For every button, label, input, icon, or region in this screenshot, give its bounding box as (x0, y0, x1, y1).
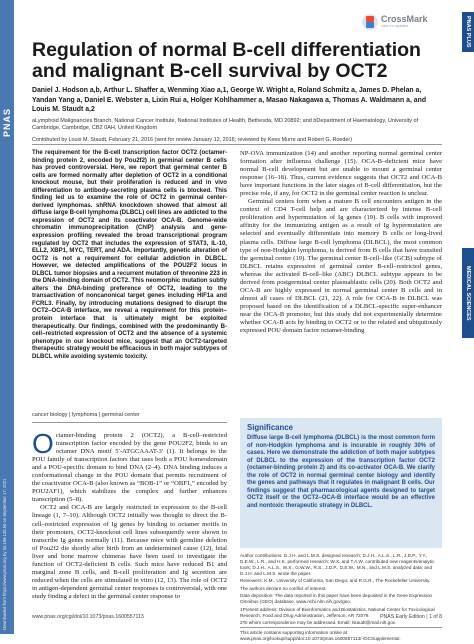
right-paragraph-2: Germinal centers form when a mature B cell encounters antigen in the context of CD4 T-cell help and are characterized by intense B-cell proliferation and hypermutation of Ig genes (19). B cells with improved affinity for the immunizing antigen as a result of Ig hypermutation are selected and eventually differentiate into memory B cells or long-lived plasma cells. Diffuse large B-cell lymphoma (DLBCL), the most common type of non-Hodgkin lymphoma, is derived from B cells that have transited the germinal center (19). The germinal center B-cell–like (GCB) subtype of DLBCL retains expression of germinal center B-cell–restricted genes, whereas the activated B-cell–like (ABC) DLBCL subtype appears to be derived from postgerminal center plasmablastic cells (20). Both OCT2 and OCA-B are highly expressed in normal germinal center B cells and in almost all cases of DLBCL (21, 22). A role for OCA-B in DLBCL was proposed based on the identification of a DLBCL-specific super-enhancer near the OCA-B promoter, but this study did not experimentally determine whether OCA-B acts by binding to OCT2 or to the related and ubiquitously expressed POU domain factor octamer-binding (240, 198, 442, 335)
body-right-column (240, 150, 442, 335)
crossmark-badge[interactable] (362, 10, 442, 34)
author-list: Daniel J. Hodson a,b, Arthur L. Shaffer a, Wenming Xiao a,1, George W. Wright a, Roland Schmitz a, James D. Phelan a, Yandan Yang a, Daniel E. Webster a, Lixin Rui a, Holger Kohlhammer a, Masao Nakagawa a, Thomas A. Waldmann a, and Louis M. Staudt a,2 (32, 87, 427, 114)
significance-box (240, 418, 442, 548)
pnas-side-logo: PNAS (2, 107, 12, 137)
intro-paragraph-1 (32, 428, 227, 504)
conflict-note: The authors declare no conflict of interest. (240, 585, 327, 591)
significance-text: Diffuse large B-cell lymphoma (DLBCL) is the most common form of non-Hodgkin lymphoma and is incurable in roughly 30% of cases. Here we demonstrate the addiction of both major subtypes of DLBCL to the expression of the transcription factor OCT2 (octamer-binding protein 2) and its co-activator OCA-B. We clarify the role of OCT2 in normal germinal center biology and identify the genes and pathways that it regulates in malignant B cells. Our findings suggest that pharmacological agents designed to target OCT2 itself or the OCT2–OCA-B interface would be an effective and nontoxic therapeutic strategy in DLBCL. (247, 435, 435, 509)
section-tab: MEDICAL SCIENCES (462, 248, 474, 338)
crossmark-subtitle: click for updates (381, 24, 409, 29)
pnas-plus-tab: PNAS PLUS (462, 12, 474, 52)
affiliations: aLymphoid Malignancies Branch, National Cancer Institute, National Institutes of Health, Bethesda, MD 20892; and bDepartment of Haematology, University of Cambridge, Cambridge, CB2 0AH, United Kingdom (32, 118, 419, 132)
body-left-column (32, 428, 227, 601)
keywords: cancer biology | lymphoma | germinal center (32, 412, 227, 423)
author-contributions: Author contributions: D.J.H. and L.M.S. designed research; D.J.H., A.L.S., L.R., J.D.P., Y.Y., D.E.W., L.R., and H.K. performed research; W.X. and T.A.W. contributed new reagents/analytic tools; D.J.H., A.L.S., W.X., G.W.W., R.S., J.D.P., D.E.W., M.N., and L.M.S. analyzed data; and D.J.H. and L.M.S. wrote the paper. (240, 553, 435, 576)
doi-link[interactable]: www.pnas.org/cgi/doi/10.1073/pnas.1600557113 (32, 614, 144, 620)
intro-paragraph-2: OCT2 and OCA-B are largely restricted in expression to the B-cell lineage (1, 7–10). Although OCT2 initially was thought to direct the B-cell–restricted expression of Ig genes by binding to octamer motifs in their promoters, OCT2-knockout cell lines subsequently were shown to transcribe Ig genes normally (11). Because mice with germline deletion of Pou2f2 die shortly after birth from an undetermined cause (12), fetal liver and bone marrow chimeras have been used to investigate the function of OCT2-deficient B cells. Such mice have reduced B1 and marginal zone B cells, and B-cell proliferation and Ig secretion are reduced when the cells are stimulated in vitro (12, 13). The role of OCT2 in antigen-dependent germinal center responses is controversial, with one study finding a defect in the germinal center response to (32, 504, 227, 600)
drop-cap: O (32, 428, 54, 459)
crossmark-icon (362, 14, 378, 30)
journal-name: PNAS Early Edition (380, 614, 425, 620)
footer-journal-page (370, 614, 442, 620)
download-note: Downloaded from https://www.pnas.org by 34.199.135.50 on September 17, 2021 (2, 478, 7, 630)
footer-separator: | (426, 614, 430, 620)
contribution-line: Contributed by Louis M. Staudt, February 21, 2016 (sent for review January 12, 2016; reviewed by Kees Murre and Robert G. Roeder) (32, 137, 442, 145)
abstract: The requirement for the B-cell transcription factor OCT2 (octamer-binding protein 2, encoded by Pou2f2) in germinal center B cells has proved controversial. Here, we report that germinal center B cells are formed normally after depletion of OCT2 in a conditional knockout mouse, but their proliferation is reduced and in vivo differentiation to antibody-secreting plasma cells is blocked. This finding led us to examine the role of OCT2 in germinal center-derived lymphomas. shRNA knockdown showed that almost all diffuse large B-cell lymphoma (DLBCL) cell lines are addicted to the expression of OCT2 and its coactivator OCA-B. Genome-wide chromatin immunoprecipitation (ChIP) analysis and gene-expression profiling revealed the broad transcriptional program regulated by OCT2 that includes the expression of STAT3, IL-10, ELL2, XBP1, MYC, TERT, and ADA. Importantly, genetic alteration of OCT2 is not a requirement for cellular addiction in DLBCL. However, we detected amplifications of the POU2F2 locus in DLBCL tumor biopsies and a recurrent mutation of threonine 223 in the DNA-binding domain of OCT2. This neomorphic mutation subtly alters the DNA-binding preference of OCT2, leading to the transactivation of noncanonical target genes including HIF1a and FCRL3. Finally, by introducing mutations designed to disrupt the OCT2–OCA-B interface, we reveal a requirement for this protein–protein interface that is ultimately might be exploited therapeutically. Our findings, combined with the predominantly B-cell–restricted expression of OCT2 and the absence of a systemic phenotype in our knockout mice, suggest that an OCT2-targeted therapeutic strategy would be efficacious in both major subtypes of DLBCL while avoiding systemic toxicity. (32, 150, 227, 360)
page-number: 1 of 8 (429, 614, 442, 620)
footnotes (240, 553, 442, 644)
intro-paragraph-1-text: ctamer-binding protein 2 (OCT2), a B-cell–restricted transcription factor encoded by the gene POU2F2, binds to an octamer DNA motif 5′-ATGCAAAT-3′ (1). It belongs to the POU family of transcription factors that uses both a POU homeodomain and a POU-specific domain to bind DNA (2–4). DNA binding induces a conformational change in the POU domain that permits recruitment of the coactivator OCA-B (also known as “BOB-1” or “OBF1,” encoded by POU2AF1), which stabilizes the complex and further enhances transcription (5–8). (32, 432, 227, 504)
reviewers-note: Reviewers: K.M., University of California, San Diego; and R.G.R., The Rockefeller University. (240, 578, 431, 584)
right-paragraph-1: NP-OVA immunization (14) and another reporting normal germinal center formation after influenza challenge (15). OCA-B–deficient mice have normal B-cell development but are unable to mount a germinal center response (16–18). Thus, current evidence suggests that OCT2 and OCA-B have important functions in the later stages of B-cell differentiation, but the precise role, if any, for OCT2 in the germinal center reaction is unclear. (240, 150, 442, 198)
correspondence: 2To whom correspondence may be addressed. Email: lstaudt@mail.nih.gov. (240, 620, 397, 626)
data-deposition: Data deposition: The data reported in this paper have been deposited in the Gene Expression Omnibus (GEO) database, www.ncbi.nlm.nih.gov/geo. (240, 593, 433, 605)
significance-title: Significance (247, 423, 293, 432)
supporting-info: This article contains supporting information online at www.pnas.org/lookup/suppl/doi:10.1073/pnas.1600557113/-/DCSupplemental. (240, 630, 401, 642)
article-title: Regulation of normal B-cell differentiation and malignant B-cell survival by OCT2 (32, 39, 421, 82)
present-address: 1Present address: Division of Bioinformatics and Biostatistics, National Center for Toxicological Research, Food and Drug Administration, Jefferson, AR 72079. (240, 606, 435, 618)
crossmark-title: CrossMark (381, 14, 428, 25)
footnote-divider (240, 627, 442, 628)
